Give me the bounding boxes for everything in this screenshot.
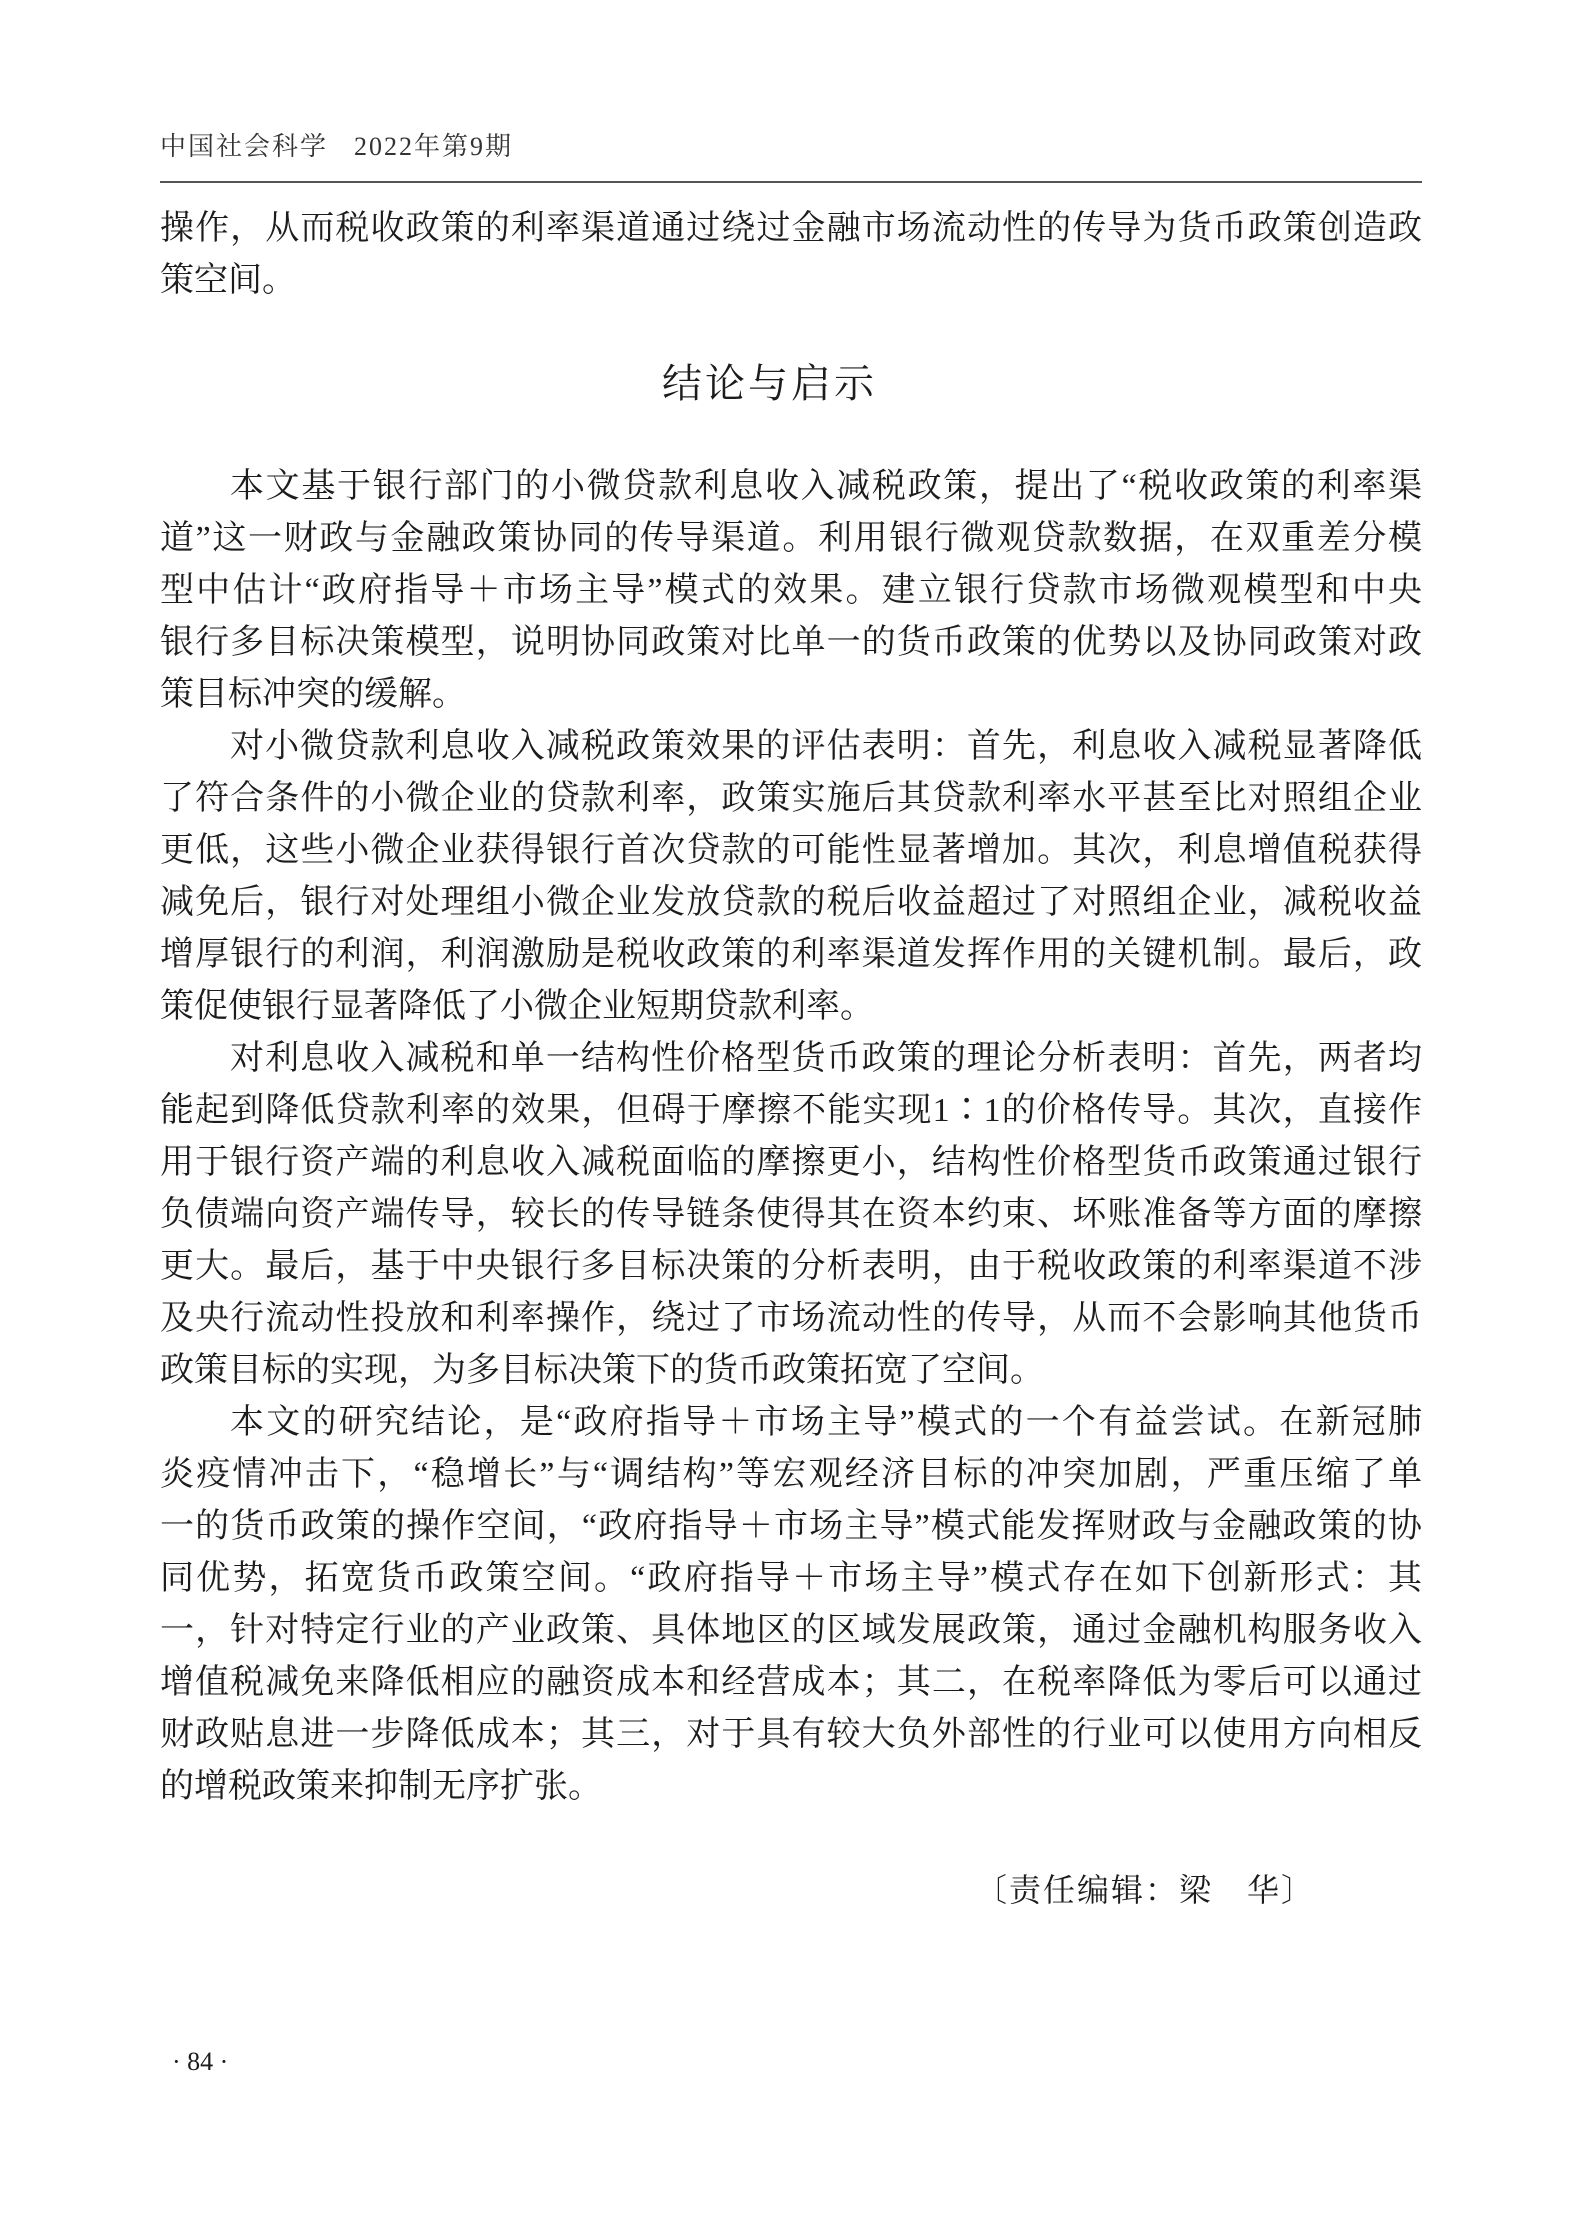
text-line: 一，针对特定行业的产业政策、具体地区的区域发展政策，通过金融机构服务收入 [160, 1612, 1422, 1649]
paragraph-4 [160, 1397, 1422, 1813]
text-line: 对利息收入减税和单一结构性价格型货币政策的理论分析表明：首先，两者均 [230, 1040, 1422, 1077]
paragraph-1 [160, 461, 1422, 721]
text-line: 道”这一财政与金融政策协同的传导渠道。利用银行微观贷款数据，在双重差分模 [160, 520, 1422, 557]
section-title: 结论与启示 [662, 361, 877, 406]
continuation-paragraph [160, 203, 1422, 307]
text-line: 策促使银行显著降低了小微企业短期贷款利率。 [160, 988, 874, 1025]
body-text [160, 461, 1422, 1813]
text-line: 本文的研究结论，是“政府指导＋市场主导”模式的一个有益尝试。在新冠肺 [230, 1404, 1422, 1441]
text-line: 减免后，银行对处理组小微企业发放贷款的税后收益超过了对照组企业，减税收益 [160, 884, 1422, 921]
text-line: 同优势，拓宽货币政策空间。“政府指导＋市场主导”模式存在如下创新形式：其 [160, 1560, 1422, 1597]
editor-note: 〔责任编辑：梁 华〕 [974, 1872, 1315, 1908]
text-line: 及央行流动性投放和利率操作，绕过了市场流动性的传导，从而不会影响其他货币 [160, 1300, 1422, 1337]
text-line: 更大。最后，基于中央银行多目标决策的分析表明，由于税收政策的利率渠道不涉 [160, 1248, 1422, 1285]
issue-label: 2022年第9期 [354, 132, 514, 161]
text-line: 的增税政策来抑制无序扩张。 [160, 1768, 602, 1805]
page-number: · 84 · [172, 2047, 229, 2076]
text-line: 更低，这些小微企业获得银行首次贷款的可能性显著增加。其次，利息增值税获得 [160, 832, 1422, 869]
text-line: 对小微贷款利息收入减税政策效果的评估表明：首先，利息收入减税显著降低 [230, 728, 1422, 765]
text-line: 操作，从而税收政策的利率渠道通过绕过金融市场流动性的传导为货币政策创造政 [160, 210, 1422, 247]
header-rule [160, 181, 1422, 183]
text-line: 炎疫情冲击下，“稳增长”与“调结构”等宏观经济目标的冲突加剧，严重压缩了单 [160, 1456, 1422, 1493]
running-head [160, 130, 513, 164]
text-line: 增厚银行的利润，利润激励是税收政策的利率渠道发挥作用的关键机制。最后，政 [160, 936, 1422, 973]
text-line: 策目标冲突的缓解。 [160, 676, 466, 713]
text-line: 银行多目标决策模型，说明协同政策对比单一的货币政策的优势以及协同政策对政 [160, 624, 1422, 661]
journal-name: 中国社会科学 [160, 132, 329, 161]
text-line: 策空间。 [160, 262, 296, 299]
text-line: 能起到降低贷款利率的效果，但碍于摩擦不能实现1∶1的价格传导。其次，直接作 [160, 1092, 1422, 1129]
paragraph-3 [160, 1033, 1422, 1397]
paragraph-2 [160, 721, 1422, 1033]
text-line: 负债端向资产端传导，较长的传导链条使得其在资本约束、坏账准备等方面的摩擦 [160, 1196, 1422, 1233]
text-line: 一的货币政策的操作空间，“政府指导＋市场主导”模式能发挥财政与金融政策的协 [160, 1508, 1422, 1545]
text-line: 用于银行资产端的利息收入减税面临的摩擦更小，结构性价格型货币政策通过银行 [160, 1144, 1422, 1181]
text-line: 本文基于银行部门的小微贷款利息收入减税政策，提出了“税收政策的利率渠 [230, 468, 1422, 505]
text-line: 增值税减免来降低相应的融资成本和经营成本；其二，在税率降低为零后可以通过 [160, 1664, 1422, 1701]
text-line: 型中估计“政府指导＋市场主导”模式的效果。建立银行贷款市场微观模型和中央 [160, 572, 1422, 609]
text-line: 政策目标的实现，为多目标决策下的货币政策拓宽了空间。 [160, 1352, 1044, 1389]
text-line: 了符合条件的小微企业的贷款利率，政策实施后其贷款利率水平甚至比对照组企业 [160, 780, 1422, 817]
text-line: 财政贴息进一步降低成本；其三，对于具有较大负外部性的行业可以使用方向相反 [160, 1716, 1422, 1753]
